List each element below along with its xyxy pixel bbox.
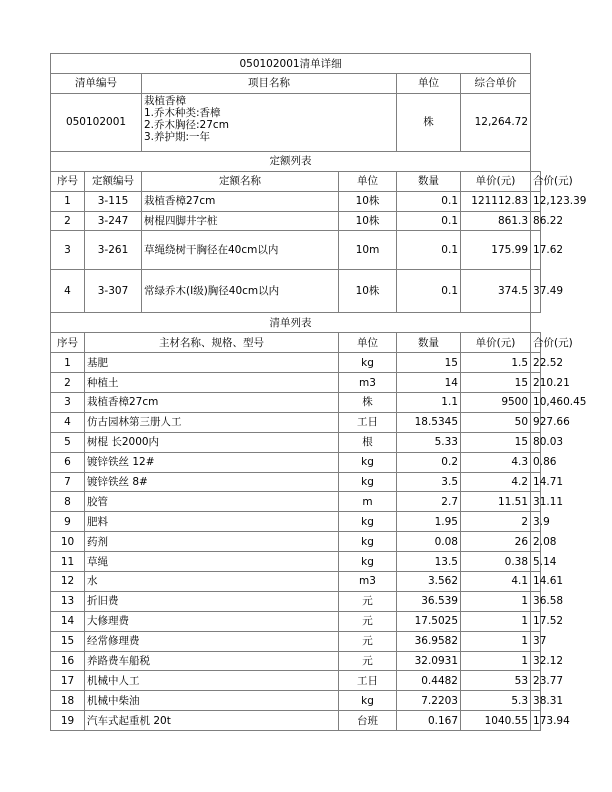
material-row [51, 591, 541, 611]
material-row [51, 671, 541, 691]
material-no: 4 [51, 412, 85, 432]
material-name: 种植土 [85, 373, 339, 393]
material-row [51, 651, 541, 671]
summary-header-code: 清单编号 [51, 74, 142, 94]
summary-item-description [142, 93, 397, 151]
material-unit: 元 [339, 631, 397, 651]
material-price: 11.51 [461, 492, 531, 512]
material-no: 3 [51, 393, 85, 413]
quota-code: 3-261 [85, 231, 142, 270]
material-no: 16 [51, 651, 85, 671]
material-name: 大修理费 [85, 611, 339, 631]
material-name: 肥料 [85, 512, 339, 532]
material-qty: 0.4482 [397, 671, 461, 691]
quota-header-code: 定额编号 [85, 171, 142, 191]
material-unit: m3 [339, 373, 397, 393]
quota-no: 3 [51, 231, 85, 270]
material-no: 5 [51, 432, 85, 452]
material-no: 15 [51, 631, 85, 651]
material-unit: 元 [339, 591, 397, 611]
material-unit: 株 [339, 393, 397, 413]
material-total: 23.77 [531, 671, 541, 691]
material-qty: 36.9582 [397, 631, 461, 651]
quota-row [51, 270, 541, 313]
material-total: 927.66 [531, 412, 541, 432]
material-price: 2 [461, 512, 531, 532]
material-unit: kg [339, 472, 397, 492]
material-name: 栽植香樟27cm [85, 393, 339, 413]
material-price: 1 [461, 591, 531, 611]
quota-no: 4 [51, 270, 85, 313]
material-unit: kg [339, 691, 397, 711]
material-qty: 3.562 [397, 572, 461, 592]
material-row [51, 353, 541, 373]
summary-header-name: 项目名称 [142, 74, 397, 94]
quota-total: 17.62 [531, 231, 541, 270]
summary-header-price: 综合单价 [461, 74, 531, 94]
quota-qty: 0.1 [397, 211, 461, 231]
material-qty: 1.1 [397, 393, 461, 413]
material-unit: 工日 [339, 412, 397, 432]
material-total: 210.21 [531, 373, 541, 393]
materials-section-title: 清单列表 [51, 313, 531, 333]
quota-no: 1 [51, 191, 85, 211]
material-total: 14.61 [531, 572, 541, 592]
quota-header-price: 单价(元) [461, 171, 531, 191]
material-price: 5.3 [461, 691, 531, 711]
material-no: 12 [51, 572, 85, 592]
material-total: 36.58 [531, 591, 541, 611]
material-qty: 17.5025 [397, 611, 461, 631]
material-qty: 0.08 [397, 532, 461, 552]
material-name: 仿古园林第三册人工 [85, 412, 339, 432]
material-price: 15 [461, 432, 531, 452]
material-total: 22.52 [531, 353, 541, 373]
quota-name: 树棍四脚井字桩 [142, 211, 339, 231]
material-qty: 7.2203 [397, 691, 461, 711]
quota-price: 374.5 [461, 270, 531, 313]
material-no: 1 [51, 353, 85, 373]
material-name: 汽车式起重机 20t [85, 711, 339, 731]
material-row [51, 492, 541, 512]
material-qty: 36.539 [397, 591, 461, 611]
material-row [51, 412, 541, 432]
material-qty: 2.7 [397, 492, 461, 512]
quota-total: 12,123.39 [531, 191, 541, 211]
material-qty: 32.0931 [397, 651, 461, 671]
quota-code: 3-115 [85, 191, 142, 211]
material-qty: 18.5345 [397, 412, 461, 432]
material-name: 机械中柴油 [85, 691, 339, 711]
material-row [51, 611, 541, 631]
material-no: 14 [51, 611, 85, 631]
material-total: 173.94 [531, 711, 541, 731]
material-price: 1 [461, 611, 531, 631]
material-row [51, 711, 541, 731]
material-row [51, 691, 541, 711]
quota-qty: 0.1 [397, 191, 461, 211]
quota-header-no: 序号 [51, 171, 85, 191]
material-qty: 1.95 [397, 512, 461, 532]
material-no: 2 [51, 373, 85, 393]
summary-line: 1.乔木种类:香樟 [144, 106, 221, 119]
material-name: 胶管 [85, 492, 339, 512]
material-total: 10,460.45 [531, 393, 541, 413]
quota-total: 37.49 [531, 270, 541, 313]
material-price: 50 [461, 412, 531, 432]
material-name: 养路费车船税 [85, 651, 339, 671]
quota-unit: 10株 [339, 211, 397, 231]
material-total: 17.52 [531, 611, 541, 631]
material-name: 药剂 [85, 532, 339, 552]
summary-line: 栽植香樟 [144, 94, 186, 107]
material-price: 0.38 [461, 552, 531, 572]
material-unit: kg [339, 552, 397, 572]
material-price: 15 [461, 373, 531, 393]
material-unit: 工日 [339, 671, 397, 691]
material-qty: 0.2 [397, 452, 461, 472]
material-price: 1040.55 [461, 711, 531, 731]
quota-row [51, 211, 541, 231]
material-name: 折旧费 [85, 591, 339, 611]
material-total: 32.12 [531, 651, 541, 671]
material-total: 5.14 [531, 552, 541, 572]
material-row [51, 472, 541, 492]
materials-header-qty: 数量 [397, 333, 461, 353]
material-total: 14.71 [531, 472, 541, 492]
material-total: 3.9 [531, 512, 541, 532]
material-no: 19 [51, 711, 85, 731]
material-price: 9500 [461, 393, 531, 413]
material-total: 2.08 [531, 532, 541, 552]
bill-detail-table [50, 53, 587, 731]
quota-header-qty: 数量 [397, 171, 461, 191]
material-unit: 元 [339, 651, 397, 671]
quota-row [51, 191, 541, 211]
material-name: 镀锌铁丝 8# [85, 472, 339, 492]
material-row [51, 552, 541, 572]
quota-no: 2 [51, 211, 85, 231]
material-name: 机械中人工 [85, 671, 339, 691]
quota-unit: 10m [339, 231, 397, 270]
material-price: 4.3 [461, 452, 531, 472]
material-row [51, 393, 541, 413]
material-total: 37 [531, 631, 541, 651]
material-no: 18 [51, 691, 85, 711]
material-total: 31.11 [531, 492, 541, 512]
material-row [51, 452, 541, 472]
sheet-title: 050102001清单详细 [51, 54, 531, 74]
quota-unit: 10株 [339, 270, 397, 313]
summary-line: 2.乔木胸径:27cm [144, 118, 229, 131]
material-row [51, 532, 541, 552]
material-qty: 15 [397, 353, 461, 373]
material-no: 7 [51, 472, 85, 492]
quota-total: 86.22 [531, 211, 541, 231]
material-qty: 3.5 [397, 472, 461, 492]
material-total: 80.03 [531, 432, 541, 452]
quota-unit: 10株 [339, 191, 397, 211]
material-no: 10 [51, 532, 85, 552]
material-name: 镀锌铁丝 12# [85, 452, 339, 472]
material-qty: 13.5 [397, 552, 461, 572]
quota-code: 3-247 [85, 211, 142, 231]
material-price: 1 [461, 651, 531, 671]
material-row [51, 572, 541, 592]
material-name: 草绳 [85, 552, 339, 572]
material-no: 11 [51, 552, 85, 572]
quota-code: 3-307 [85, 270, 142, 313]
material-unit: 根 [339, 432, 397, 452]
material-name: 经常修理费 [85, 631, 339, 651]
material-price: 26 [461, 532, 531, 552]
bill-detail-sheet [50, 53, 587, 731]
material-qty: 5.33 [397, 432, 461, 452]
quota-header-name: 定额名称 [142, 171, 339, 191]
material-unit: m3 [339, 572, 397, 592]
material-row [51, 512, 541, 532]
summary-unit: 株 [397, 93, 461, 151]
material-unit: kg [339, 532, 397, 552]
material-no: 13 [51, 591, 85, 611]
quota-price: 861.3 [461, 211, 531, 231]
materials-header-name: 主材名称、规格、型号 [85, 333, 339, 353]
quota-qty: 0.1 [397, 231, 461, 270]
summary-header-unit: 单位 [397, 74, 461, 94]
material-name: 基肥 [85, 353, 339, 373]
material-price: 4.2 [461, 472, 531, 492]
quota-name: 常绿乔木(I级)胸径40cm以内 [142, 270, 339, 313]
materials-header-price: 单价(元) [461, 333, 531, 353]
material-qty: 0.167 [397, 711, 461, 731]
material-unit: kg [339, 452, 397, 472]
material-unit: kg [339, 353, 397, 373]
material-row [51, 631, 541, 651]
material-row [51, 432, 541, 452]
quota-section-title: 定额列表 [51, 151, 531, 171]
quota-row [51, 231, 541, 270]
quota-qty: 0.1 [397, 270, 461, 313]
materials-header-no: 序号 [51, 333, 85, 353]
material-no: 17 [51, 671, 85, 691]
material-unit: 元 [339, 611, 397, 631]
material-total: 0.86 [531, 452, 541, 472]
material-price: 1 [461, 631, 531, 651]
material-total: 38.31 [531, 691, 541, 711]
quota-price: 175.99 [461, 231, 531, 270]
quota-price: 121112.83 [461, 191, 531, 211]
materials-header-unit: 单位 [339, 333, 397, 353]
summary-price: 12,264.72 [461, 93, 531, 151]
material-no: 6 [51, 452, 85, 472]
summary-code: 050102001 [51, 93, 142, 151]
quota-name: 栽植香樟27cm [142, 191, 339, 211]
materials-header-total: 合价(元) [531, 333, 541, 353]
material-unit: 台班 [339, 711, 397, 731]
material-row [51, 373, 541, 393]
summary-line: 3.养护期:一年 [144, 130, 211, 143]
material-price: 1.5 [461, 353, 531, 373]
quota-header-unit: 单位 [339, 171, 397, 191]
quota-header-total: 合价(元) [531, 171, 541, 191]
quota-name: 草绳绕树干胸径在40cm以内 [142, 231, 339, 270]
material-qty: 14 [397, 373, 461, 393]
material-unit: kg [339, 512, 397, 532]
material-unit: m [339, 492, 397, 512]
material-price: 53 [461, 671, 531, 691]
material-price: 4.1 [461, 572, 531, 592]
material-no: 8 [51, 492, 85, 512]
material-name: 水 [85, 572, 339, 592]
material-no: 9 [51, 512, 85, 532]
material-name: 树棍 长2000内 [85, 432, 339, 452]
